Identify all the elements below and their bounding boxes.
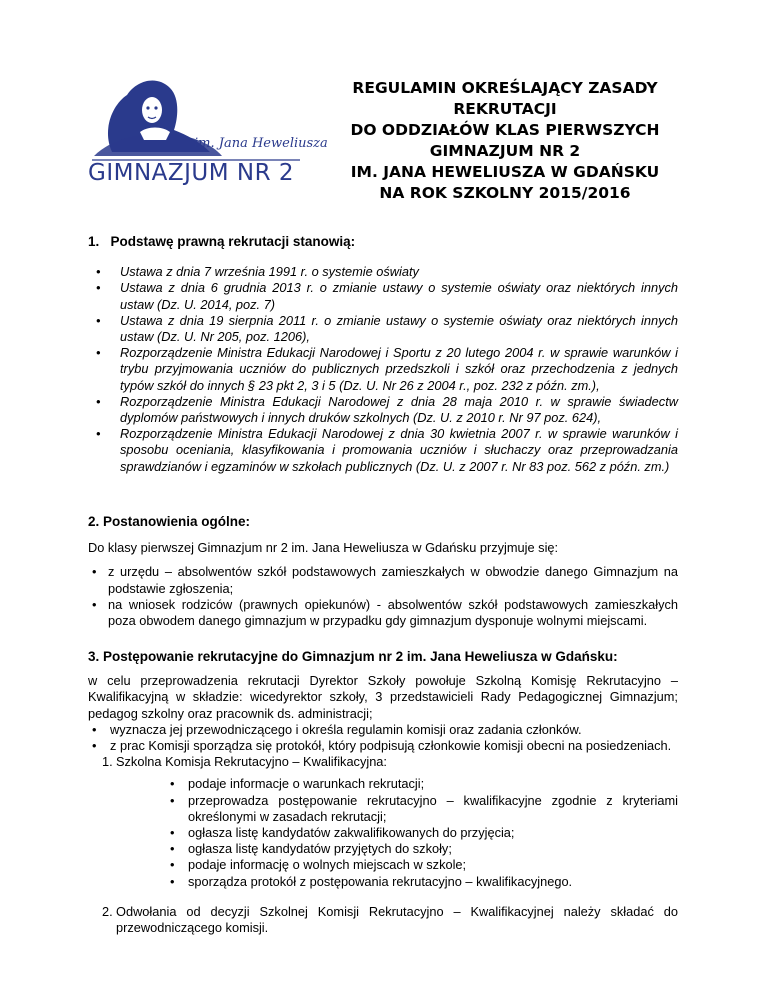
list-item: • z urzędu – absolwentów szkół podstawowych zamieszkałych w obwodzie danego Gimnazjum na podstawie zgłoszenia; [88,564,678,596]
title-line: REKRUTACJI [453,100,557,118]
list-item: • na wniosek rodziców (prawnych opiekunów) - absolwentów szkół podstawowych zamieszkałych poza obwodem danego gimnazjum w przypadku gdy gimnazjum dysponuje wolnymi miejscami. [88,597,678,629]
point-2 [102,904,678,936]
point-2-text: Odwołania od decyzji Szkolnej Komisji Rekrutacyjno – Kwalifikacyjnej należy składać do przewodniczącego komisji. [116,903,678,936]
legal-basis-list [88,264,678,475]
list-item: • Rozporządzenie Ministra Edukacji Narodowej z dnia 28 maja 2010 r. w sprawie świadectw dyplomów państwowych i innych druków szkolnych (Dz. U. z 2010 r. Nr 97 poz. 624), [88,394,678,426]
list-item: • Ustawa z dnia 19 sierpnia 2011 r. o zmianie ustawy o systemie oświaty oraz niektórych innych ustaw (Dz. U. Nr 205, poz. 1206), [88,313,678,345]
logo-school-name: GIMNAZJUM NR 2 [88,160,295,186]
document-title [330,78,680,204]
list-item: • Rozporządzenie Ministra Edukacji Narodowej i Sportu z 20 lutego 2004 r. w sprawie warunków i trybu przyjmowania uczniów do publicznych przedszkoli i szkół oraz przechodzenia z jednych typów szkół do innych § 23 pkt 2, 3 i 5 (Dz. U. Nr 26 z 2004 r., poz. 232 z późn. zm.), [88,345,678,394]
section1-heading: 1. Podstawę prawną rekrutacji stanowią: [88,234,356,249]
list-item: • Ustawa z dnia 7 września 1991 r. o systemie oświaty [88,264,678,280]
section-general-provisions [88,514,678,629]
point-1 [102,754,678,770]
list-item: • sporządza protokół z postępowania rekrutacyjno – kwalifikacyjnego. [166,874,678,890]
list-item: • wyznacza jej przewodniczącego i określa regulamin komisji oraz zadania członków. [88,722,678,738]
point-1-label: Szkolna Komisja Rekrutacyjno – Kwalifikacyjna: [116,754,387,770]
title-line: REGULAMIN OKREŚLAJĄCY ZASADY [352,79,658,97]
list-item: • Rozporządzenie Ministra Edukacji Narodowej z dnia 30 kwietnia 2007 r. w sprawie warunków i sposobu oceniania, klasyfikowania i promowania uczniów i słuchaczy oraz przeprowadzania sprawdzianów i egzaminów w szkołach publicznych (Dz. U. z 2007 r. Nr 83 poz. 562 z późn. zm.) [88,426,678,475]
list-item: • ogłasza listę kandydatów zakwalifikowanych do przyjęcia; [166,825,678,841]
list-item: • Ustawa z dnia 6 grudnia 2013 r. o zmianie ustawy o systemie oświaty oraz niektórych innych ustaw (Dz. U. 2014, poz. 7) [88,280,678,312]
list-item: • przeprowadza postępowanie rekrutacyjno – kwalifikacyjne zgodnie z kryteriami określonymi w zasadach rekrutacji; [166,793,678,825]
title-line: IM. JANA HEWELIUSZA W GDAŃSKU [350,163,660,181]
title-line: GIMNAZJUM NR 2 [429,142,581,160]
list-item: • podaje informacje o warunkach rekrutacji; [166,776,678,792]
section2-heading: 2. Postanowienia ogólne: [88,514,251,529]
committee-duties-list [166,776,678,889]
school-logo [82,60,328,190]
admission-list [88,564,678,629]
section-recruitment-procedure [88,649,678,936]
section-legal-basis [88,234,678,475]
point-1-number: 1. [102,754,113,770]
title-line: DO ODDZIAŁÓW KLAS PIERWSZYCH [350,121,660,139]
section3-heading: 3. Postępowanie rekrutacyjne do Gimnazjum nr 2 im. Jana Heweliusza w Gdańsku: [88,649,618,664]
logo-signature: im. Jana Heweliusza [194,136,328,151]
section3-intro: w celu przeprowadzenia rekrutacji Dyrektor Szkoły powołuje Szkolną Komisję Rekrutacyjno – Kwalifikacyjną w składzie: wicedyrektor szkoły, 3 przedstawicieli Rady Pedagogicznej Gimnazjum; pedagog szkolny oraz pracownik ds. administracji; [88,673,678,721]
point-2-number: 2. [102,903,113,919]
section2-intro: Do klasy pierwszej Gimnazjum nr 2 im. Jana Heweliusza w Gdańsku przyjmuje się: [88,540,559,556]
list-item: • ogłasza listę kandydatów przyjętych do szkoły; [166,841,678,857]
list-item: • z prac Komisji sporządza się protokół, który podpisują członkowie komisji obecni na posiedzeniach. [88,738,678,754]
committee-list [88,722,678,754]
list-item: • podaje informację o wolnych miejscach w szkole; [166,857,678,873]
title-line: NA ROK SZKOLNY 2015/2016 [379,184,631,202]
